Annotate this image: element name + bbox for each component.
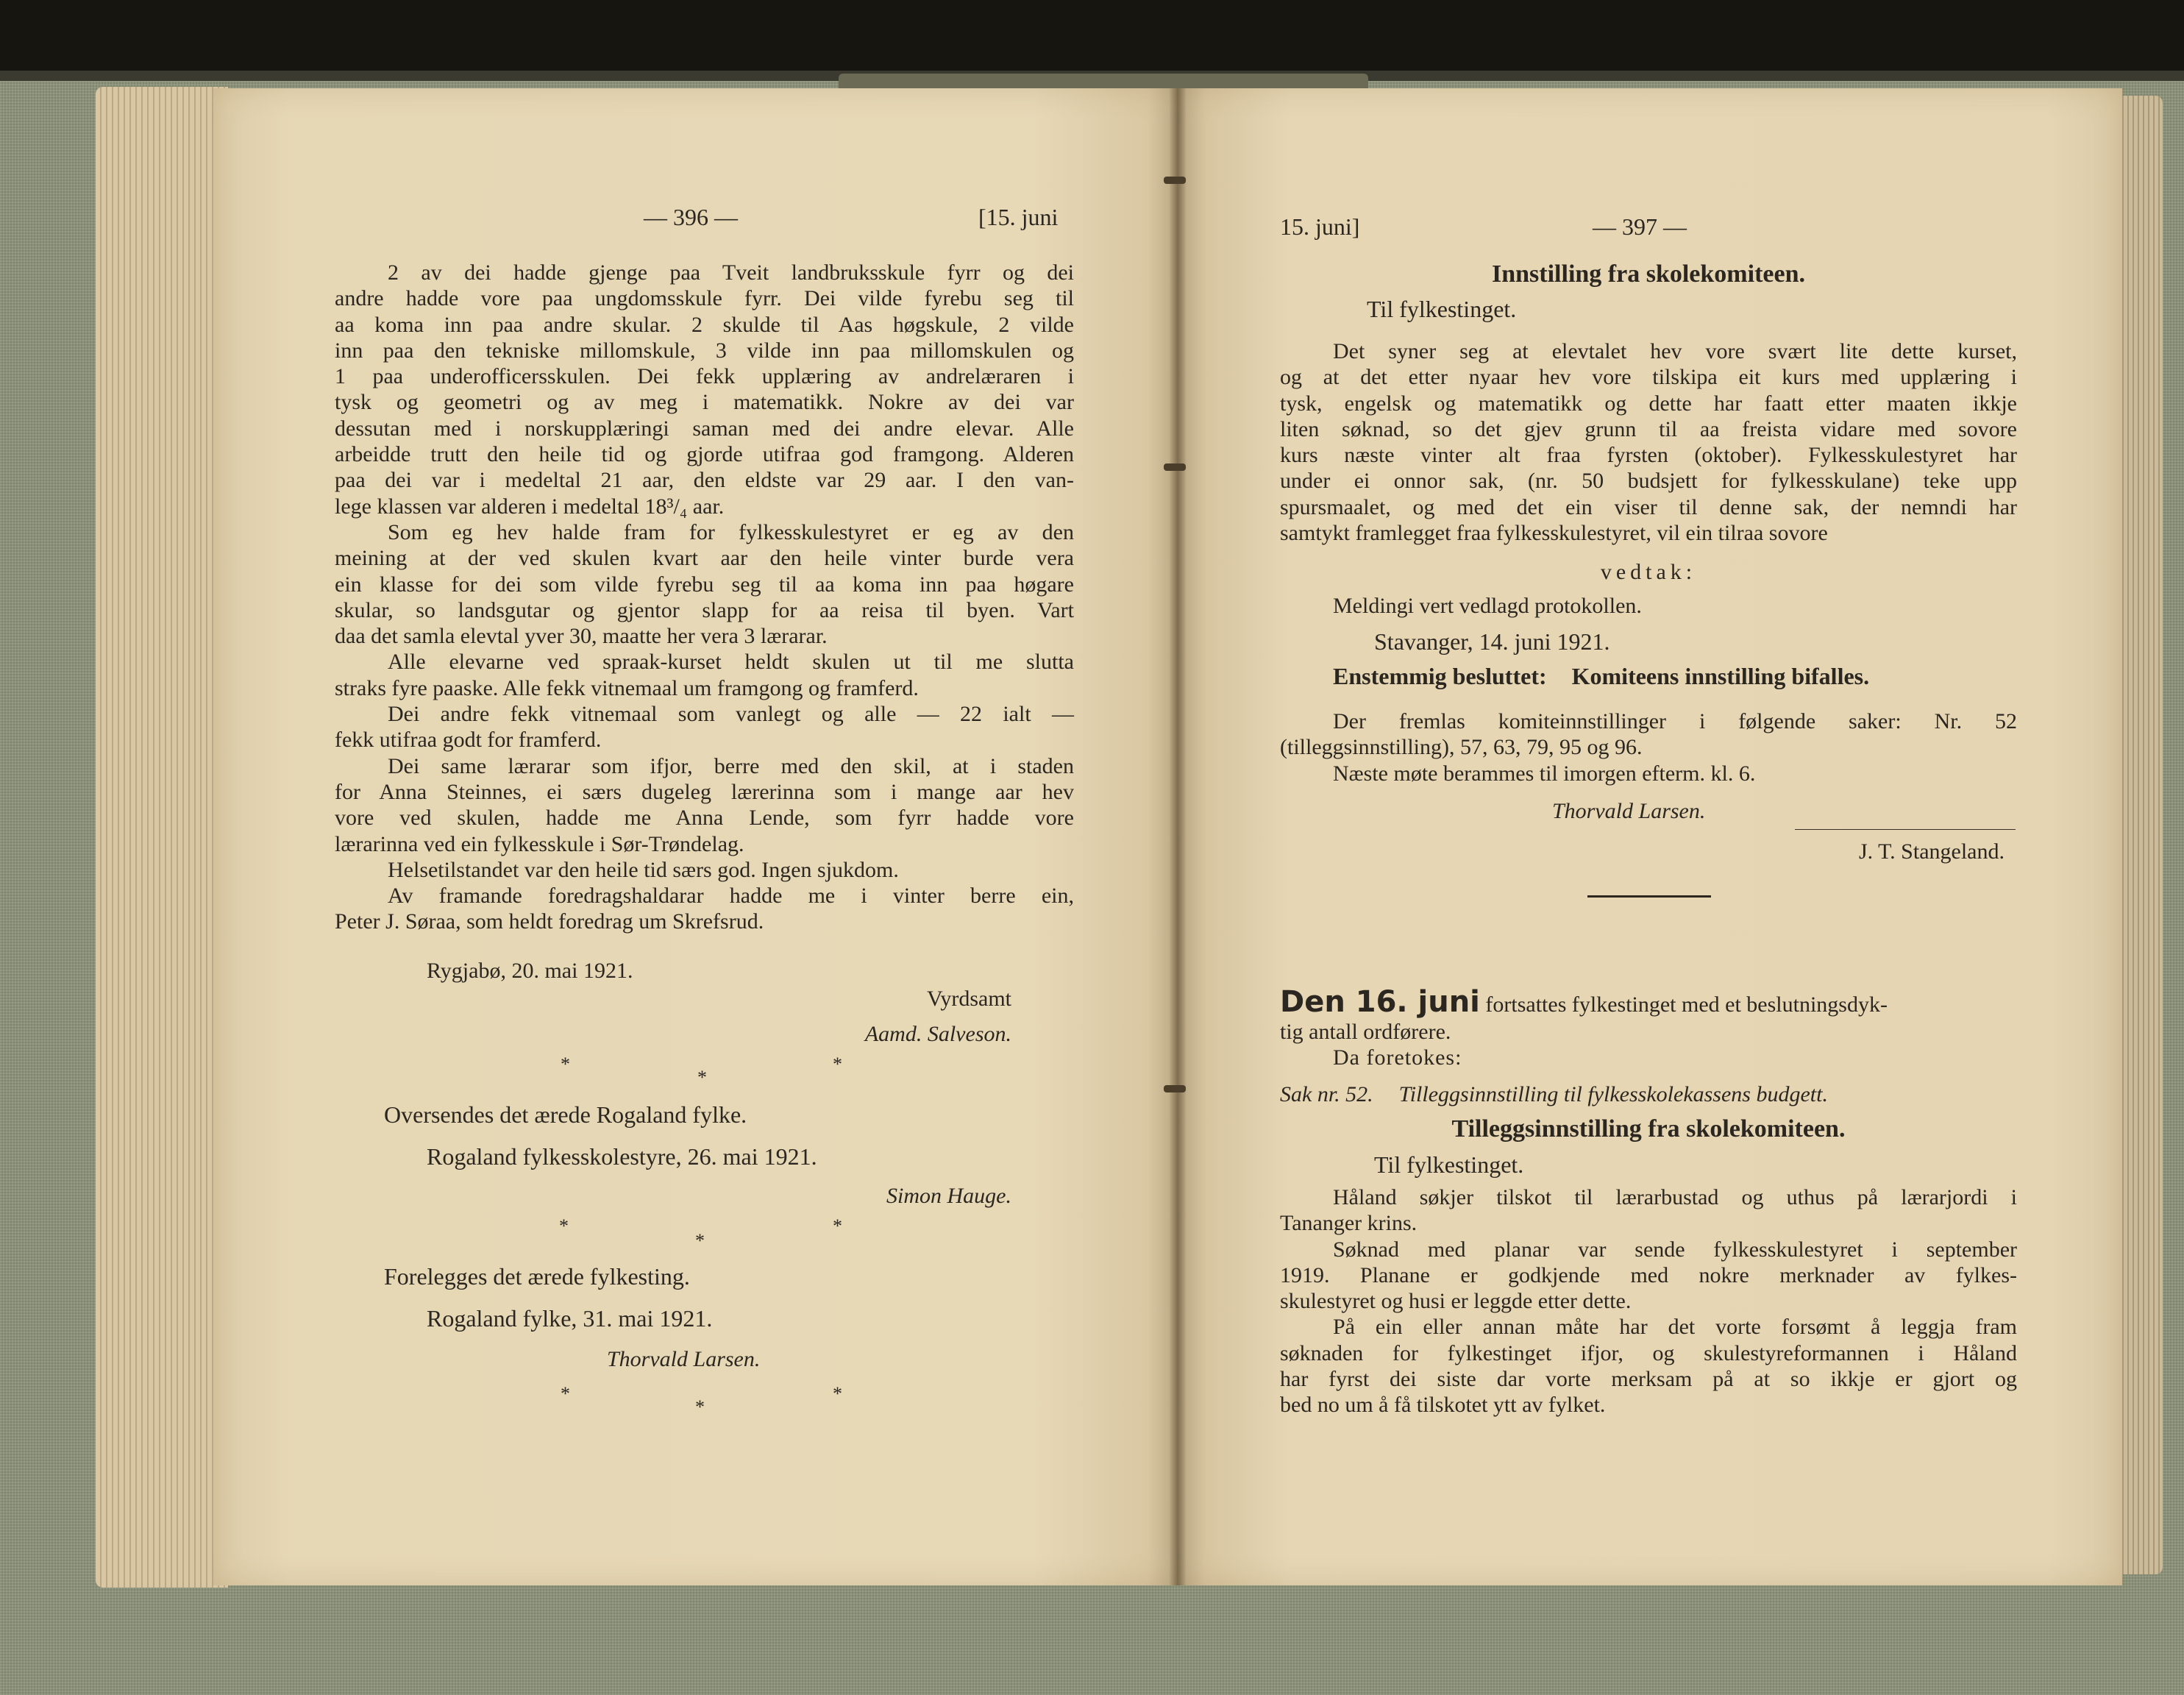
salutation-line: Til fylkestinget. <box>1367 296 1517 322</box>
place-date-line: Stavanger, 14. juni 1921. <box>1374 628 1610 655</box>
day-lead: Den 16. juni <box>1280 985 1480 1019</box>
place-date-fylkesskolestyre <box>427 1144 1074 1170</box>
text-line: aa koma inn paa andre skular. 2 skulde til Aas høgskule, 2 vilde <box>335 312 1074 337</box>
text-line: Der fremlas komiteinnstillinger i følgende saker: Nr. 52 <box>1333 709 2017 733</box>
text-line: liten søknad, so det gjev grunn til aa freista vidare med sovore <box>1280 416 2017 441</box>
day-text-2 <box>1280 1019 2017 1045</box>
asterisk: * <box>833 1053 842 1075</box>
heading-tilleggsinnstilling <box>1280 1116 2017 1142</box>
text-line: Tananger krins. <box>1280 1211 1418 1236</box>
right-running-header: 15. juni] <box>1280 213 1360 240</box>
asterisk: * <box>561 1383 570 1404</box>
text-line: ein klasse for dei som vilde fyrebu seg til aa koma inn paa høgare <box>335 572 1074 597</box>
text-line: og at det etter nyaar hev vore tilskipa eit kurs med upplæring i <box>1280 365 2017 390</box>
text-line: lege klassen var alderen i medeltal 18³/₄ aar. <box>335 494 725 519</box>
foretokes <box>1333 1045 2017 1070</box>
asterisk: * <box>697 1067 707 1088</box>
text-line: Det syner seg at elevtalet hev vore svært lite dette kurset, <box>1333 339 2017 363</box>
salutation-1 <box>1367 296 1808 322</box>
text-line: Alle elevarne ved spraak-kurset heldt skulen ut til me slutta <box>388 650 1074 675</box>
text-line: På ein eller annan måte har det vorte forsømt å leggja fram <box>1333 1315 2017 1340</box>
place-date-line: Rygjabø, 20. mai 1921. <box>427 959 633 983</box>
forwarding-line: Forelegges det ærede fylkesting. <box>384 1263 690 1290</box>
foretokes-line: Da foretokes: <box>1333 1045 1462 1070</box>
decision <box>1333 664 2024 689</box>
day-text-1: fortsattes fylkestinget med et beslutningsdyk- <box>1485 992 1888 1017</box>
book-gutter <box>1170 88 1186 1585</box>
heading-line: Tilleggsinnstilling fra skolekomiteen. <box>1451 1115 1846 1143</box>
text-line: Dei andre fekk vitnemaal som vanlegt og alle — 22 ialt — <box>388 702 1074 727</box>
signature-hauge <box>335 1183 1011 1209</box>
text-line: Av framande foredragshaldarar hadde me i vinter berre ein, <box>388 884 1074 909</box>
left-running-header: [15. juni <box>978 204 1059 230</box>
text-line: samtykt framlegget fraa fylkesskulestyret, vil ein tilraa sovore <box>1280 521 1828 546</box>
section-divider <box>1587 895 1711 898</box>
asterisk: * <box>833 1383 842 1404</box>
right-body-text-2 <box>1280 708 2017 786</box>
asterisk: * <box>559 1215 569 1237</box>
right-page-number: — 397 — <box>1593 213 1687 240</box>
text-line: paa dei var i medeltal 21 aar, den eldste var 29 aar. I den van- <box>335 468 1074 493</box>
asterisk: * <box>695 1230 705 1251</box>
closing-line: Vyrdsamt <box>927 987 1011 1011</box>
salutation-2 <box>1374 1152 1815 1178</box>
text-line: meining at der ved skulen kvart aar den heile vinter burde vera <box>335 546 1074 571</box>
signature-rule <box>1795 829 2016 830</box>
text-line: har fyrst dei siste dar vorte merksam på at so ikkje er gjort og <box>1280 1367 2017 1392</box>
text-line: fekk utifraa godt for framferd. <box>335 728 602 753</box>
forwarding-1 <box>384 1102 1075 1128</box>
binding-stitch <box>1164 177 1186 184</box>
signature-line: J. T. Stangeland. <box>1858 839 2005 864</box>
signature-stangeland <box>1692 839 2005 864</box>
text-line: inn paa den tekniske millomskule, 3 vilde inn paa millomskulen og <box>335 338 1074 363</box>
text-line: skular, so landsgutar og gjentor slapp for aa reisa til byen. Vart <box>335 597 1074 622</box>
text-line: lærarinna ved ein fylkesskule i Sør-Trøndelag. <box>335 831 744 856</box>
signature-line: Thorvald Larsen. <box>1552 799 1706 823</box>
right-page-edges <box>2119 96 2163 1574</box>
right-body-text-1 <box>1280 338 2017 546</box>
left-page-number: — 396 — <box>644 204 738 230</box>
left-page-edges <box>96 87 228 1588</box>
text-line: bed no um å få tilskotet ytt av fylket. <box>1280 1393 1606 1418</box>
text-line: (tilleggsinnstilling), 57, 63, 79, 95 og 96. <box>1280 735 1643 760</box>
signature-line: Simon Hauge. <box>886 1184 1011 1208</box>
right-body-text-3 <box>1280 1184 2017 1418</box>
binding-stitch <box>1164 1085 1186 1092</box>
place-date-line: Rogaland fylke, 31. mai 1921. <box>427 1305 713 1332</box>
text-line: skulestyret og husi er leggde etter dette. <box>1280 1289 1632 1314</box>
forwarding-2 <box>384 1264 1075 1290</box>
text-line: tysk og geometri og av meg i matematikk. Nokre av dei var <box>335 390 1074 415</box>
text-line: spursmaalet, og med det ein viser til denne sak, der nemndi har <box>1280 494 2017 519</box>
text-line: kurs næste vinter alt fraa fyrsten (oktober). Fylkesskulestyret har <box>1280 443 2017 468</box>
sak-label: Sak nr. 52. <box>1280 1082 1373 1106</box>
text-line: Håland søkjer tilskot til lærarbustad og uthus på lærarjordi i <box>1333 1185 2017 1209</box>
text-line: straks fyre paaske. Alle fekk vitnemaal um framgong og framferd. <box>335 675 919 700</box>
sak-title: Tilleggsinnstilling til fylkesskolekassens budgett. <box>1398 1082 1828 1106</box>
text-line: Næste møte berammes til imorgen efterm. kl. 6. <box>1333 761 1756 786</box>
forwarding-line: Oversendes det ærede Rogaland fylke. <box>384 1101 747 1128</box>
place-date-rygjabo <box>427 958 1074 984</box>
text-line: under ei onnor sak, (nr. 50 budsjett for fylkesskulane) teke upp <box>1280 469 2017 494</box>
place-date-fylke <box>427 1306 1074 1332</box>
signature-larsen-right <box>1552 798 1935 824</box>
day-opening <box>1280 985 2017 1019</box>
heading-line: Innstilling fra skolekomiteen. <box>1492 260 1805 288</box>
asterisk: * <box>695 1396 705 1418</box>
text-line: daa det samla elevtal yver 30, maatte her vera 3 lærarar. <box>335 624 828 649</box>
signature-larsen-left <box>607 1346 975 1372</box>
asterisk: * <box>833 1215 842 1237</box>
vedtak-line: vedtak: <box>1600 560 1697 584</box>
top-dark-strip <box>0 0 2184 81</box>
text-line: for Anna Steinnes, ei særs dugeleg lærerinna som i mange aar hev <box>335 779 1074 804</box>
text-line: 1 paa underofficersskulen. Dei fekk upplæring av andrelæraren i <box>335 364 1074 389</box>
text-line: søknaden for fylkestinget ifjor, og skulestyreformannen i Håland <box>1280 1340 2017 1365</box>
text-line: arbeidde trutt den heile tid og gjorde utifraa god framgong. Alderen <box>335 442 1074 467</box>
text-line: 2 av dei hadde gjenge paa Tveit landbruksskule fyrr og dei <box>388 260 1074 285</box>
signature-line: Thorvald Larsen. <box>607 1347 761 1371</box>
closing-vyrdsamt <box>335 986 1011 1012</box>
place-date-line: Rogaland fylkesskolestyre, 26. mai 1921. <box>427 1143 817 1170</box>
place-date-stavanger <box>1374 629 2014 655</box>
decision-text: Komiteens innstilling bifalles. <box>1571 663 1870 689</box>
binding-stitch <box>1164 463 1186 471</box>
decision-label: Enstemmig besluttet: <box>1333 663 1547 689</box>
vedtak-label <box>1280 559 2017 585</box>
day-text-line: tig antall ordførere. <box>1280 1020 1451 1044</box>
signature-line: Aamd. Salveson. <box>864 1022 1011 1046</box>
text-line: tysk, engelsk og matematikk og dette har faatt etter maaten ikkje <box>1280 391 2017 416</box>
resolution <box>1333 593 2017 619</box>
text-line: Som eg hev halde fram for fylkesskulestyret er eg av den <box>388 519 1074 544</box>
signature-salveson <box>335 1021 1011 1047</box>
text-line: Helsetilstandet var den heile tid særs god. Ingen sjukdom. <box>388 857 899 882</box>
text-line: Søknad med planar var sende fylkesskulestyret i september <box>1333 1237 2017 1262</box>
text-line: 1919. Planane er godkjende med nokre merknader av fylkes- <box>1280 1262 2017 1287</box>
text-line: dessutan med i norskupplæringi saman med dei andre elevar. Alle <box>335 416 1074 441</box>
text-line: andre hadde vore paa ungdomsskule fyrr. Dei vilde fyrebu seg til <box>335 286 1074 311</box>
resolution-line: Meldingi vert vedlagd protokollen. <box>1333 594 1642 618</box>
salutation-line: Til fylkestinget. <box>1374 1151 1524 1178</box>
sak-line <box>1280 1081 2017 1107</box>
text-line: vore ved skulen, hadde me Anna Lende, som fyrr hadde vore <box>335 806 1074 831</box>
text-line: Dei same lærarar som ifjor, berre med den skil, at i staden <box>388 753 1074 778</box>
text-line: Peter J. Søraa, som heldt foredrag um Skrefsrud. <box>335 909 764 934</box>
left-body-text <box>335 260 1074 935</box>
heading-innstilling <box>1280 261 2017 287</box>
asterisk: * <box>561 1053 570 1075</box>
